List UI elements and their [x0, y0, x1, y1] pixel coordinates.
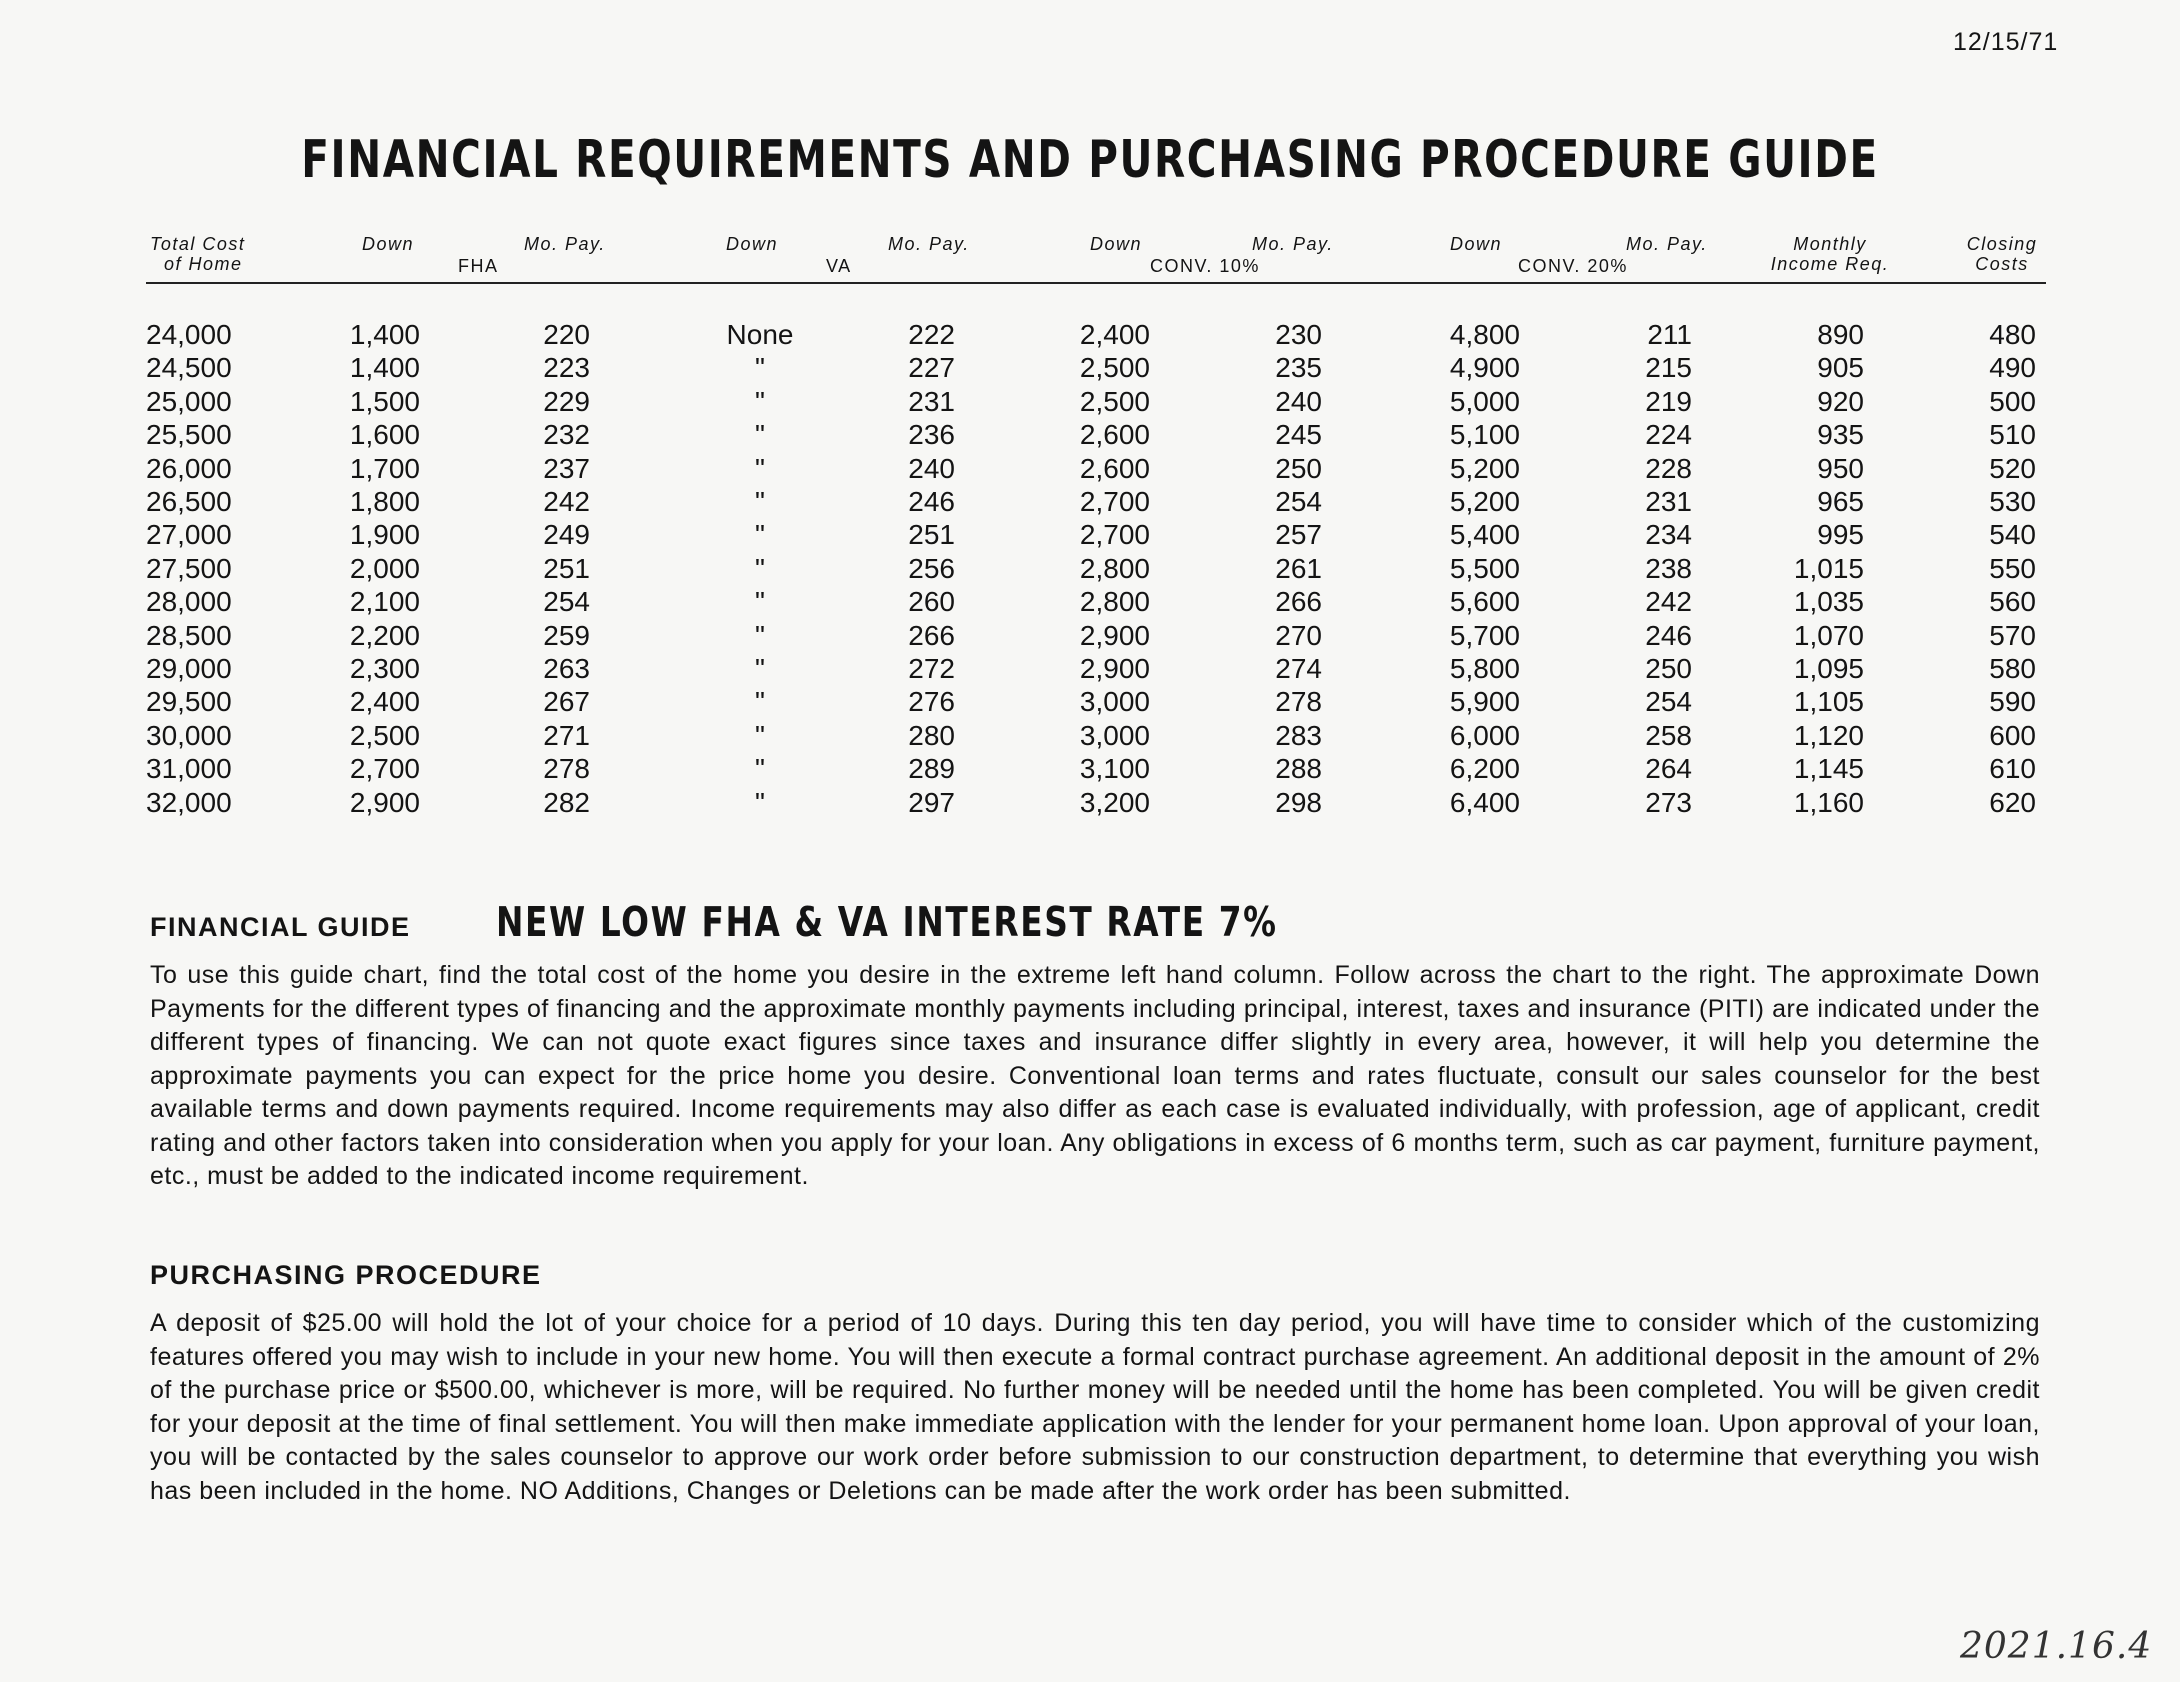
cell-conv20-pay: 224	[1645, 419, 1692, 451]
header-fha-pay: Mo. Pay.	[524, 234, 606, 254]
cell-va-down: "	[755, 419, 765, 451]
cell-fha-pay: 249	[543, 519, 590, 551]
table-row	[0, 518, 2180, 551]
cell-va-down: "	[755, 786, 765, 818]
cell-fha-down: 2,500	[349, 719, 420, 751]
cell-closing-costs: 530	[1989, 486, 2036, 517]
header-conv20-down: Down	[1450, 234, 1503, 254]
document-date: 12/15/71	[1953, 28, 2059, 56]
cell-va-pay: 280	[908, 719, 955, 751]
cell-conv20-down: 5,000	[1449, 385, 1520, 417]
cell-conv10-down: 2,400	[1079, 319, 1150, 350]
table-row	[0, 385, 2180, 418]
group-conv20: CONV. 20%	[1518, 256, 1628, 276]
cell-conv20-down: 6,400	[1449, 786, 1520, 818]
cell-va-pay: 246	[908, 486, 955, 517]
cell-conv10-pay: 283	[1275, 719, 1322, 751]
header-total-cost-line2: of Home	[164, 254, 243, 274]
cell-conv10-down: 2,600	[1079, 452, 1150, 484]
cell-closing-costs: 610	[1989, 753, 2036, 785]
cell-closing-costs: 490	[1989, 352, 2036, 384]
cell-conv10-down: 3,200	[1079, 786, 1150, 818]
cell-va-down: "	[755, 486, 765, 517]
cell-va-down: "	[755, 686, 765, 718]
table-row	[0, 318, 2180, 351]
cell-conv20-down: 5,600	[1449, 586, 1520, 618]
cell-closing-costs: 540	[1989, 519, 2036, 551]
cell-conv10-pay: 261	[1275, 552, 1322, 584]
cell-va-down: "	[755, 653, 765, 684]
cell-monthly-income: 920	[1817, 385, 1864, 417]
page-title: FINANCIAL REQUIREMENTS AND PURCHASING PROCEDURE GUIDE	[301, 130, 1879, 190]
cell-fha-pay: 242	[543, 486, 590, 517]
cell-conv10-down: 2,500	[1079, 352, 1150, 384]
cell-va-down: "	[755, 586, 765, 618]
cell-va-pay: 256	[908, 552, 955, 584]
cell-conv20-down: 5,700	[1449, 619, 1520, 651]
cell-conv20-pay: 242	[1645, 586, 1692, 618]
purchasing-procedure-paragraph: A deposit of $25.00 will hold the lot of your choice for a period of 10 days. During this ten day period, you will have time to consider which of the customizing features offered you may wish to include in your new home. You will then execute a formal contract purchase agreement. An additional deposit in the amount of 2% of the purchase price or $500.00, whichever is more, will be required. No further money will be needed until the home has been completed. You will be given credit for your deposit at the time of final settlement. You will then make immediate application with the lender for your permanent home loan. Upon approval of your loan, you will be contacted by the sales counselor to approve our work order before submission to our construction department, to determine that everything you wish has been included in the home. NO Additions, Changes or Deletions can be made after the work order has been submitted.	[150, 1309, 2040, 1505]
cell-conv20-down: 4,800	[1449, 319, 1520, 350]
header-monthly-income	[1770, 234, 1890, 274]
cell-total-cost: 24,000	[146, 319, 232, 350]
header-closing-line2: Costs	[1975, 254, 2029, 274]
cell-conv10-down: 2,600	[1079, 419, 1150, 451]
cell-conv10-pay: 257	[1275, 519, 1322, 551]
cell-closing-costs: 590	[1989, 686, 2036, 718]
cell-closing-costs: 600	[1989, 719, 2036, 751]
cell-monthly-income: 950	[1817, 452, 1864, 484]
table-row	[0, 652, 2180, 685]
cell-va-pay: 222	[908, 319, 955, 350]
cell-conv20-down: 4,900	[1449, 352, 1520, 384]
cell-fha-pay: 229	[543, 385, 590, 417]
cell-monthly-income: 1,160	[1793, 786, 1864, 818]
cell-monthly-income: 1,095	[1793, 653, 1864, 684]
cell-conv10-down: 3,000	[1079, 686, 1150, 718]
cell-conv10-pay: 266	[1275, 586, 1322, 618]
table-row	[0, 552, 2180, 585]
cell-monthly-income: 1,145	[1793, 753, 1864, 785]
cell-conv10-down: 2,900	[1079, 619, 1150, 651]
cell-conv20-down: 5,800	[1449, 653, 1520, 684]
catalog-number: 2021.16.4	[1960, 1626, 2153, 1667]
cell-total-cost: 29,000	[146, 653, 232, 684]
cell-total-cost: 30,000	[146, 719, 232, 751]
cell-va-down: None	[726, 319, 794, 350]
header-total-cost	[150, 234, 245, 274]
table-row	[0, 452, 2180, 485]
cell-va-down: "	[755, 719, 765, 751]
cell-monthly-income: 935	[1817, 419, 1864, 451]
cell-conv10-pay: 230	[1275, 319, 1322, 350]
cell-conv20-pay: 211	[1647, 319, 1692, 350]
cell-monthly-income: 890	[1817, 319, 1864, 350]
cell-closing-costs: 550	[1989, 552, 2036, 584]
cell-monthly-income: 1,070	[1793, 619, 1864, 651]
header-fha-down: Down	[362, 234, 415, 254]
table-row	[0, 619, 2180, 652]
cell-conv20-down: 5,900	[1449, 686, 1520, 718]
cell-monthly-income: 1,105	[1793, 686, 1864, 718]
cell-fha-pay: 237	[543, 452, 590, 484]
cell-conv20-down: 5,200	[1449, 452, 1520, 484]
cell-va-pay: 260	[908, 586, 955, 618]
cell-closing-costs: 510	[1989, 419, 2036, 451]
table-row	[0, 418, 2180, 451]
header-va-down: Down	[726, 234, 779, 254]
cell-closing-costs: 520	[1989, 452, 2036, 484]
cell-conv10-pay: 274	[1275, 653, 1322, 684]
cell-fha-pay: 254	[543, 586, 590, 618]
cell-va-pay: 231	[908, 385, 955, 417]
cell-monthly-income: 1,035	[1793, 586, 1864, 618]
cell-conv20-pay: 215	[1645, 352, 1692, 384]
cell-fha-pay: 263	[543, 653, 590, 684]
table-row	[0, 485, 2180, 518]
cell-conv10-pay: 240	[1275, 385, 1322, 417]
cell-monthly-income: 1,120	[1793, 719, 1864, 751]
interest-rate-headline: NEW LOW FHA & VA INTEREST RATE 7%	[496, 898, 1278, 946]
cell-conv20-pay: 264	[1645, 753, 1692, 785]
cell-conv10-pay: 235	[1275, 352, 1322, 384]
cell-conv20-pay: 250	[1645, 653, 1692, 684]
cell-va-down: "	[755, 352, 765, 384]
cell-total-cost: 27,000	[146, 519, 232, 551]
cell-total-cost: 26,000	[146, 452, 232, 484]
cell-conv20-pay: 246	[1645, 619, 1692, 651]
cell-fha-pay: 259	[543, 619, 590, 651]
cell-monthly-income: 995	[1817, 519, 1864, 551]
cell-fha-down: 2,200	[349, 619, 420, 651]
cell-fha-pay: 271	[543, 719, 590, 751]
cell-va-pay: 272	[908, 653, 955, 684]
header-conv10-pay: Mo. Pay.	[1252, 234, 1334, 254]
cell-conv20-down: 5,100	[1449, 419, 1520, 451]
cell-total-cost: 24,500	[146, 352, 232, 384]
group-conv10: CONV. 10%	[1150, 256, 1260, 276]
cell-fha-down: 2,400	[349, 686, 420, 718]
cell-conv10-down: 2,700	[1079, 519, 1150, 551]
cell-conv20-down: 6,000	[1449, 719, 1520, 751]
header-income-line1: Monthly	[1793, 234, 1867, 254]
cell-total-cost: 29,500	[146, 686, 232, 718]
cell-total-cost: 28,500	[146, 619, 232, 651]
header-closing-costs	[1960, 234, 2044, 274]
cell-va-pay: 266	[908, 619, 955, 651]
cell-conv10-down: 2,900	[1079, 653, 1150, 684]
cell-closing-costs: 580	[1989, 653, 2036, 684]
cell-closing-costs: 480	[1989, 319, 2036, 350]
cell-total-cost: 26,500	[146, 486, 232, 517]
header-income-line2: Income Req.	[1770, 254, 1890, 274]
cell-va-pay: 297	[908, 786, 955, 818]
cell-fha-down: 2,700	[349, 753, 420, 785]
table-row	[0, 351, 2180, 384]
cell-conv10-pay: 278	[1275, 686, 1322, 718]
table-row	[0, 786, 2180, 819]
header-rule	[146, 282, 2046, 284]
header-va-pay: Mo. Pay.	[888, 234, 970, 254]
cell-va-down: "	[755, 619, 765, 651]
cell-va-pay: 276	[908, 686, 955, 718]
cell-conv20-pay: 273	[1645, 786, 1692, 818]
cell-conv10-pay: 250	[1275, 452, 1322, 484]
cell-fha-down: 2,100	[349, 586, 420, 618]
table-row	[0, 685, 2180, 718]
table-row	[0, 585, 2180, 618]
cell-conv10-down: 3,100	[1079, 753, 1150, 785]
cell-monthly-income: 1,015	[1793, 552, 1864, 584]
cell-monthly-income: 965	[1817, 486, 1864, 517]
cell-monthly-income: 905	[1817, 352, 1864, 384]
cell-conv10-pay: 298	[1275, 786, 1322, 818]
purchasing-procedure-heading: PURCHASING PROCEDURE	[150, 1260, 542, 1290]
cell-fha-pay: 251	[543, 552, 590, 584]
cell-fha-down: 1,500	[349, 385, 420, 417]
cell-va-pay: 251	[908, 519, 955, 551]
cell-fha-down: 2,000	[349, 552, 420, 584]
cell-conv20-pay: 238	[1645, 552, 1692, 584]
cell-va-down: "	[755, 452, 765, 484]
cell-closing-costs: 570	[1989, 619, 2036, 651]
header-total-cost-line1: Total Cost	[150, 234, 246, 254]
cell-conv20-pay: 254	[1645, 686, 1692, 718]
cell-conv20-down: 5,400	[1449, 519, 1520, 551]
cell-total-cost: 28,000	[146, 586, 232, 618]
cell-va-pay: 240	[908, 452, 955, 484]
cell-fha-pay: 223	[543, 352, 590, 384]
cell-conv10-down: 2,800	[1079, 586, 1150, 618]
cell-conv20-pay: 219	[1645, 385, 1692, 417]
cell-closing-costs: 560	[1989, 586, 2036, 618]
cell-va-down: "	[755, 385, 765, 417]
group-fha: FHA	[458, 256, 499, 276]
cell-conv10-pay: 270	[1275, 619, 1322, 651]
cell-total-cost: 32,000	[146, 786, 232, 818]
cell-va-pay: 289	[908, 753, 955, 785]
cell-conv10-down: 2,700	[1079, 486, 1150, 517]
cell-closing-costs: 620	[1989, 786, 2036, 818]
cell-conv20-pay: 231	[1645, 486, 1692, 517]
cell-total-cost: 31,000	[146, 753, 232, 785]
financial-guide-heading: FINANCIAL GUIDE	[150, 912, 411, 942]
cell-conv20-pay: 258	[1645, 719, 1692, 751]
cell-conv10-down: 3,000	[1079, 719, 1150, 751]
cell-va-down: "	[755, 753, 765, 785]
cell-conv10-pay: 288	[1275, 753, 1322, 785]
table-row	[0, 752, 2180, 785]
cell-va-pay: 227	[908, 352, 955, 384]
header-conv10-down: Down	[1090, 234, 1143, 254]
cell-fha-pay: 282	[543, 786, 590, 818]
cell-conv20-pay: 234	[1645, 519, 1692, 551]
cell-fha-down: 1,400	[349, 319, 420, 350]
cell-va-pay: 236	[908, 419, 955, 451]
cell-fha-down: 2,300	[349, 653, 420, 684]
cell-fha-down: 2,900	[349, 786, 420, 818]
table-row	[0, 719, 2180, 752]
cell-fha-down: 1,800	[349, 486, 420, 517]
cell-conv20-pay: 228	[1645, 452, 1692, 484]
group-va: VA	[826, 256, 852, 276]
cell-conv20-down: 5,200	[1449, 486, 1520, 517]
cell-conv10-pay: 245	[1275, 419, 1322, 451]
financial-guide-paragraph: To use this guide chart, find the total cost of the home you desire in the extreme left hand column. Follow across the chart to the right. The approximate Down Payments for the different types of financing and the approximate monthly payments including principal, interest, taxes and insurance (PITI) are indicated under the different types of financing. We can not quote exact figures since taxes and insurance differ slightly in every area, however, it will help you determine the approximate payments you can expect for the price home you desire. Conventional loan terms and rates fluctuate, consult our sales counselor for the best available terms and down payments required. Income requirements may also differ as each case is evaluated individually, with profession, age of applicant, credit rating and other factors taken into consideration when you apply for your loan. Any obligations in excess of 6 months term, such as car payment, furniture payment, etc., must be added to the indicated income requirement.	[150, 961, 2040, 1190]
cell-fha-down: 1,600	[349, 419, 420, 451]
cell-fha-pay: 220	[543, 319, 590, 350]
cell-conv10-down: 2,500	[1079, 385, 1150, 417]
cell-total-cost: 25,000	[146, 385, 232, 417]
cell-total-cost: 25,500	[146, 419, 232, 451]
cell-va-down: "	[755, 552, 765, 584]
cell-total-cost: 27,500	[146, 552, 232, 584]
cell-fha-pay: 232	[543, 419, 590, 451]
cell-fha-down: 1,700	[349, 452, 420, 484]
cell-fha-pay: 267	[543, 686, 590, 718]
cell-fha-down: 1,400	[349, 352, 420, 384]
cell-va-down: "	[755, 519, 765, 551]
header-conv20-pay: Mo. Pay.	[1626, 234, 1708, 254]
cell-fha-down: 1,900	[349, 519, 420, 551]
cell-conv10-pay: 254	[1275, 486, 1322, 517]
cell-conv10-down: 2,800	[1079, 552, 1150, 584]
cell-fha-pay: 278	[543, 753, 590, 785]
header-closing-line1: Closing	[1966, 234, 2038, 254]
cell-conv20-down: 5,500	[1449, 552, 1520, 584]
cell-closing-costs: 500	[1989, 385, 2036, 417]
cell-conv20-down: 6,200	[1449, 753, 1520, 785]
